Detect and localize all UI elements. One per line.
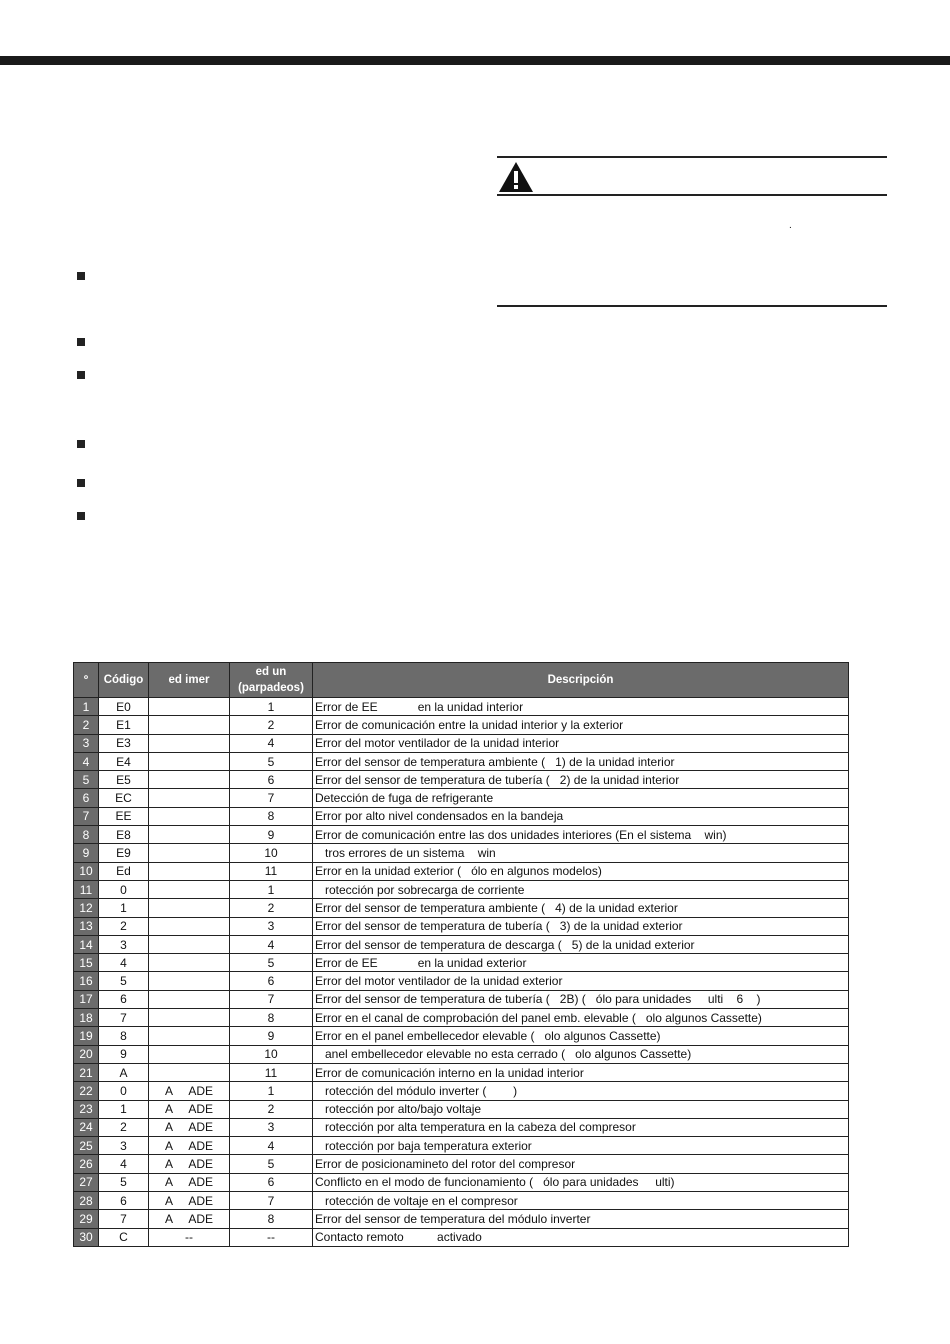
row-number: 15 xyxy=(74,954,99,972)
table-row xyxy=(74,954,849,972)
run-led-blinks: 8 xyxy=(230,807,313,825)
table-row xyxy=(74,844,849,862)
row-number: 12 xyxy=(74,899,99,917)
timer-led-state: A ADE xyxy=(149,1155,230,1173)
run-led-blinks: 2 xyxy=(230,1100,313,1118)
error-code: 7 xyxy=(99,1210,149,1228)
timer-led-state: A ADE xyxy=(149,1137,230,1155)
error-code: 2 xyxy=(99,917,149,935)
header-number: º xyxy=(74,663,99,698)
error-code: EE xyxy=(99,807,149,825)
timer-led-state xyxy=(149,826,230,844)
table-row xyxy=(74,698,849,716)
timer-led-state: A ADE xyxy=(149,1082,230,1100)
row-number: 20 xyxy=(74,1045,99,1063)
warning-dot: . xyxy=(789,220,792,231)
table-row xyxy=(74,1100,849,1118)
row-number: 21 xyxy=(74,1063,99,1081)
error-code: 8 xyxy=(99,1027,149,1045)
row-number: 13 xyxy=(74,917,99,935)
timer-led-state xyxy=(149,972,230,990)
table-row xyxy=(74,862,849,880)
error-description: rotección por sobrecarga de corriente xyxy=(313,880,849,898)
run-led-blinks: -- xyxy=(230,1228,313,1246)
row-number: 2 xyxy=(74,716,99,734)
error-code: 0 xyxy=(99,1082,149,1100)
header-description: Descripción xyxy=(313,663,849,698)
table-row xyxy=(74,917,849,935)
table-row xyxy=(74,789,849,807)
run-led-blinks: 6 xyxy=(230,972,313,990)
run-led-blinks: 4 xyxy=(230,1137,313,1155)
error-description: Error del sensor de temperatura ambiente ( 1) de la unidad interior xyxy=(313,752,849,770)
error-description: Error de EE en la unidad exterior xyxy=(313,954,849,972)
timer-led-state: A ADE xyxy=(149,1100,230,1118)
row-number: 1 xyxy=(74,698,99,716)
table-row xyxy=(74,1082,849,1100)
warning-box xyxy=(497,156,887,307)
timer-led-state xyxy=(149,734,230,752)
run-led-blinks: 7 xyxy=(230,990,313,1008)
error-description: rotección por baja temperatura exterior xyxy=(313,1137,849,1155)
row-number: 4 xyxy=(74,752,99,770)
timer-led-state xyxy=(149,990,230,1008)
timer-led-state xyxy=(149,1045,230,1063)
error-description: Error de comunicación entre las dos unidades interiores (En el sistema win) xyxy=(313,826,849,844)
error-description: Error del sensor de temperatura de tubería ( 2B) ( ólo para unidades ulti 6 ) xyxy=(313,990,849,1008)
run-led-blinks: 1 xyxy=(230,1082,313,1100)
table-row xyxy=(74,1155,849,1173)
error-code: E3 xyxy=(99,734,149,752)
table-row xyxy=(74,752,849,770)
square-bullet-icon xyxy=(77,440,85,448)
error-description: Error del sensor de temperatura del módulo inverter xyxy=(313,1210,849,1228)
header-code: Código xyxy=(99,663,149,698)
error-description: Error del sensor de temperatura de descarga ( 5) de la unidad exterior xyxy=(313,935,849,953)
error-code: E1 xyxy=(99,716,149,734)
error-description: rotección por alta temperatura en la cabeza del compresor xyxy=(313,1118,849,1136)
error-code: 0 xyxy=(99,880,149,898)
timer-led-state xyxy=(149,844,230,862)
error-description: Error del sensor de temperatura de tubería ( 2) de la unidad interior xyxy=(313,771,849,789)
table-row xyxy=(74,1192,849,1210)
error-code: A xyxy=(99,1063,149,1081)
error-code: 1 xyxy=(99,899,149,917)
error-description: Error de comunicación entre la unidad interior y la exterior xyxy=(313,716,849,734)
run-led-blinks: 4 xyxy=(230,935,313,953)
error-code: E0 xyxy=(99,698,149,716)
row-number: 29 xyxy=(74,1210,99,1228)
run-led-blinks: 4 xyxy=(230,734,313,752)
row-number: 28 xyxy=(74,1192,99,1210)
error-code: E5 xyxy=(99,771,149,789)
timer-led-state xyxy=(149,880,230,898)
header-timer-led: ed imer xyxy=(149,663,230,698)
row-number: 17 xyxy=(74,990,99,1008)
run-led-blinks: 5 xyxy=(230,1155,313,1173)
row-number: 9 xyxy=(74,844,99,862)
error-code: 4 xyxy=(99,954,149,972)
error-description: Error por alto nivel condensados en la bandeja xyxy=(313,807,849,825)
timer-led-state: A ADE xyxy=(149,1192,230,1210)
table-row xyxy=(74,716,849,734)
table-row xyxy=(74,771,849,789)
error-code: EC xyxy=(99,789,149,807)
row-number: 8 xyxy=(74,826,99,844)
timer-led-state xyxy=(149,954,230,972)
table-row xyxy=(74,1137,849,1155)
table-row xyxy=(74,1118,849,1136)
run-led-blinks: 7 xyxy=(230,789,313,807)
timer-led-state xyxy=(149,1009,230,1027)
timer-led-state xyxy=(149,771,230,789)
table-row xyxy=(74,1045,849,1063)
timer-led-state xyxy=(149,807,230,825)
row-number: 10 xyxy=(74,862,99,880)
timer-led-state xyxy=(149,1027,230,1045)
row-number: 16 xyxy=(74,972,99,990)
error-description: Error de EE en la unidad interior xyxy=(313,698,849,716)
row-number: 3 xyxy=(74,734,99,752)
square-bullet-icon xyxy=(77,479,85,487)
table-row xyxy=(74,1009,849,1027)
error-description: rotección del módulo inverter ( ) xyxy=(313,1082,849,1100)
error-code: 4 xyxy=(99,1155,149,1173)
error-code: 5 xyxy=(99,1173,149,1191)
error-code: 2 xyxy=(99,1118,149,1136)
run-led-blinks: 9 xyxy=(230,826,313,844)
run-led-blinks: 10 xyxy=(230,844,313,862)
error-description: Error en el canal de comprobación del panel emb. elevable ( olo algunos Cassette) xyxy=(313,1009,849,1027)
timer-led-state xyxy=(149,899,230,917)
row-number: 6 xyxy=(74,789,99,807)
run-led-blinks: 3 xyxy=(230,917,313,935)
error-code-table xyxy=(73,662,849,1247)
timer-led-state xyxy=(149,935,230,953)
header-run-led: ed un (parpadeos) xyxy=(230,663,313,698)
table-row xyxy=(74,1173,849,1191)
error-description: Error en la unidad exterior ( ólo en algunos modelos) xyxy=(313,862,849,880)
run-led-blinks: 8 xyxy=(230,1210,313,1228)
row-number: 24 xyxy=(74,1118,99,1136)
row-number: 11 xyxy=(74,880,99,898)
run-led-blinks: 7 xyxy=(230,1192,313,1210)
table-row xyxy=(74,826,849,844)
error-code: E4 xyxy=(99,752,149,770)
table-row xyxy=(74,972,849,990)
error-description: Detección de fuga de refrigerante xyxy=(313,789,849,807)
row-number: 18 xyxy=(74,1009,99,1027)
square-bullet-icon xyxy=(77,272,85,280)
row-number: 26 xyxy=(74,1155,99,1173)
timer-led-state: -- xyxy=(149,1228,230,1246)
error-code: E9 xyxy=(99,844,149,862)
timer-led-state xyxy=(149,789,230,807)
error-description: Error del sensor de temperatura ambiente ( 4) de la unidad exterior xyxy=(313,899,849,917)
error-code: 9 xyxy=(99,1045,149,1063)
timer-led-state xyxy=(149,917,230,935)
error-description: Error de posicionamineto del rotor del compresor xyxy=(313,1155,849,1173)
row-number: 30 xyxy=(74,1228,99,1246)
error-description: anel embellecedor elevable no esta cerrado ( olo algunos Cassette) xyxy=(313,1045,849,1063)
timer-led-state xyxy=(149,1063,230,1081)
error-description: rotección por alto/bajo voltaje xyxy=(313,1100,849,1118)
error-code: 7 xyxy=(99,1009,149,1027)
run-led-blinks: 3 xyxy=(230,1118,313,1136)
table-row xyxy=(74,1210,849,1228)
table-row xyxy=(74,880,849,898)
error-code: 3 xyxy=(99,1137,149,1155)
error-description: Contacto remoto activado xyxy=(313,1228,849,1246)
error-description: Error del motor ventilador de la unidad exterior xyxy=(313,972,849,990)
timer-led-state: A ADE xyxy=(149,1118,230,1136)
error-code: Ed xyxy=(99,862,149,880)
run-led-blinks: 11 xyxy=(230,862,313,880)
run-led-blinks: 2 xyxy=(230,716,313,734)
run-led-blinks: 6 xyxy=(230,771,313,789)
error-code: 5 xyxy=(99,972,149,990)
table-row xyxy=(74,1063,849,1081)
error-code: E8 xyxy=(99,826,149,844)
error-description: Conflicto en el modo de funcionamiento ( ólo para unidades ulti) xyxy=(313,1173,849,1191)
timer-led-state: A ADE xyxy=(149,1210,230,1228)
row-number: 14 xyxy=(74,935,99,953)
warning-header xyxy=(497,158,887,196)
top-rule xyxy=(0,56,950,65)
table-row xyxy=(74,1228,849,1246)
table-row xyxy=(74,807,849,825)
run-led-blinks: 1 xyxy=(230,880,313,898)
error-code: 1 xyxy=(99,1100,149,1118)
run-led-blinks: 11 xyxy=(230,1063,313,1081)
error-description: Error del sensor de temperatura de tubería ( 3) de la unidad exterior xyxy=(313,917,849,935)
run-led-blinks: 8 xyxy=(230,1009,313,1027)
row-number: 22 xyxy=(74,1082,99,1100)
run-led-blinks: 1 xyxy=(230,698,313,716)
warning-triangle-icon xyxy=(498,161,534,193)
timer-led-state: A ADE xyxy=(149,1173,230,1191)
error-code: 6 xyxy=(99,1192,149,1210)
row-number: 5 xyxy=(74,771,99,789)
table-header-row xyxy=(74,663,849,698)
row-number: 27 xyxy=(74,1173,99,1191)
error-description: Error de comunicación interno en la unidad interior xyxy=(313,1063,849,1081)
error-code: C xyxy=(99,1228,149,1246)
square-bullet-icon xyxy=(77,512,85,520)
error-code: 3 xyxy=(99,935,149,953)
error-description: Error del motor ventilador de la unidad interior xyxy=(313,734,849,752)
table-row xyxy=(74,990,849,1008)
run-led-blinks: 5 xyxy=(230,752,313,770)
row-number: 7 xyxy=(74,807,99,825)
error-description: rotección de voltaje en el compresor xyxy=(313,1192,849,1210)
timer-led-state xyxy=(149,698,230,716)
table-row xyxy=(74,1027,849,1045)
timer-led-state xyxy=(149,752,230,770)
timer-led-state xyxy=(149,716,230,734)
table-row xyxy=(74,935,849,953)
error-code: 6 xyxy=(99,990,149,1008)
table-body xyxy=(74,698,849,1247)
table-row xyxy=(74,899,849,917)
timer-led-state xyxy=(149,862,230,880)
row-number: 23 xyxy=(74,1100,99,1118)
run-led-blinks: 5 xyxy=(230,954,313,972)
run-led-blinks: 9 xyxy=(230,1027,313,1045)
error-description: Error en el panel embellecedor elevable ( olo algunos Cassette) xyxy=(313,1027,849,1045)
square-bullet-icon xyxy=(77,338,85,346)
run-led-blinks: 2 xyxy=(230,899,313,917)
row-number: 19 xyxy=(74,1027,99,1045)
row-number: 25 xyxy=(74,1137,99,1155)
run-led-blinks: 6 xyxy=(230,1173,313,1191)
square-bullet-icon xyxy=(77,371,85,379)
table-row xyxy=(74,734,849,752)
run-led-blinks: 10 xyxy=(230,1045,313,1063)
error-description: tros errores de un sistema win xyxy=(313,844,849,862)
